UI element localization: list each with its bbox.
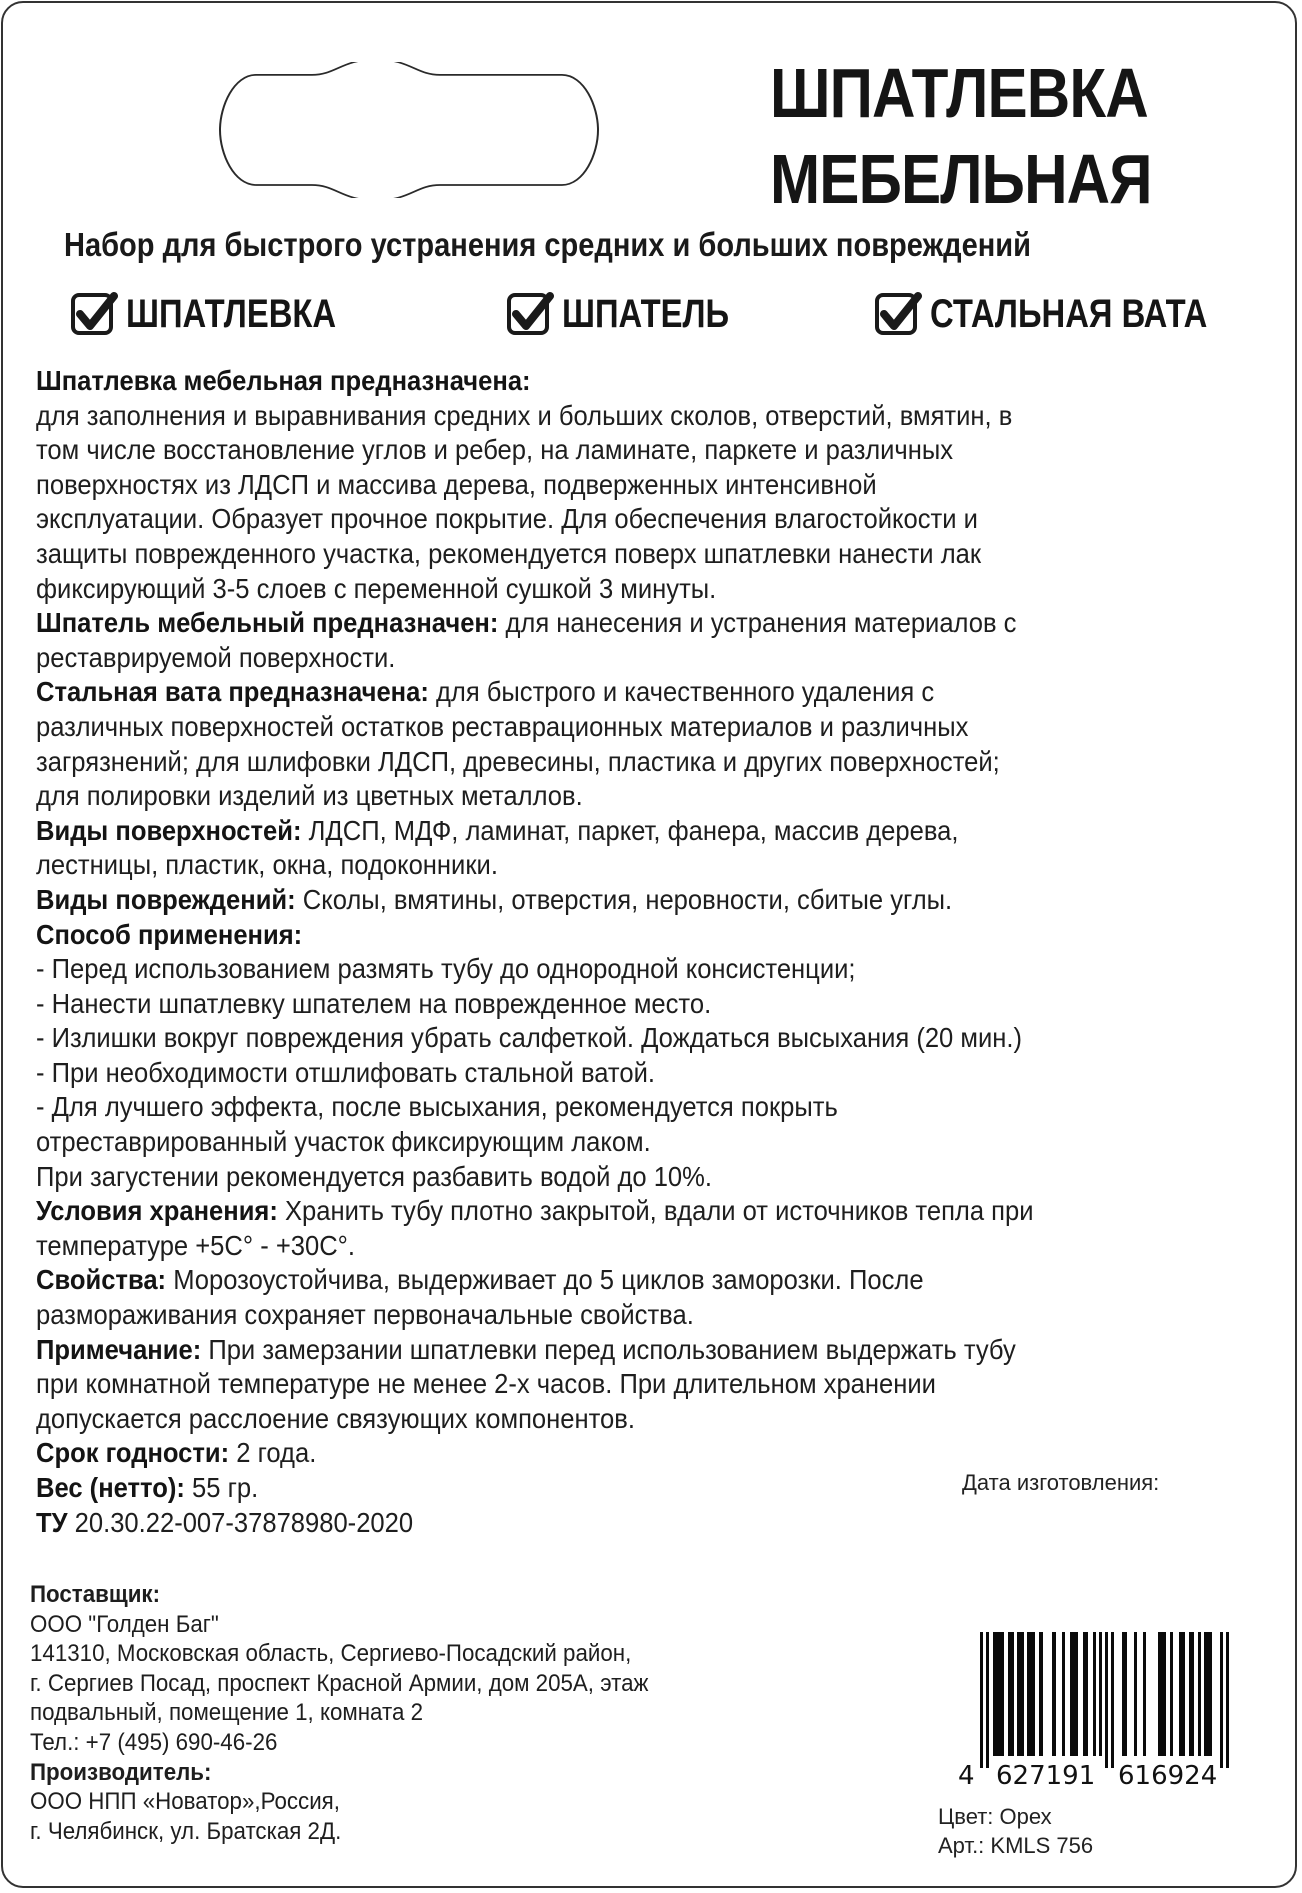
checkbox-checked-icon <box>874 290 922 338</box>
hang-tab-cutout <box>216 62 602 198</box>
usage-step: - Перед использованием размять тубу до однородной консистенции; <box>36 953 856 985</box>
barcode-left-group: 627191 <box>996 1761 1096 1788</box>
spatula-heading: Шпатель мебельный предназначен: <box>36 607 499 639</box>
supplier-phone: Тел.: +7 (495) 690-46-26 <box>30 1728 278 1756</box>
note-line: при комнатной температуре не менее 2-х часов. При длительном хранении <box>36 1368 936 1400</box>
putty-line: эксплуатации. Образует прочное покрытие. Для обеспечения влагостойкости и <box>36 503 978 535</box>
usage-step: - Излишки вокруг повреждения убрать салфеткой. Дождаться высыхания (20 мин.) <box>36 1022 1023 1054</box>
barcode-right-group: 616924 <box>1118 1761 1218 1788</box>
kit-item-label: СТАЛЬНАЯ ВАТА <box>930 291 1208 336</box>
supplier-line: 141310, Московская область, Сергиево-Посадский район, <box>30 1640 632 1668</box>
manufacturer-heading: Производитель: <box>30 1758 212 1786</box>
steel-wool-paragraph: Стальная вата предназначена: для быстрого и качественного удаления с <box>36 676 935 708</box>
putty-heading: Шпатлевка мебельная предназначена: <box>36 365 531 396</box>
product-meta <box>938 1802 1093 1860</box>
surfaces-paragraph: Виды поверхностей: ЛДСП, МДФ, ламинат, паркет, фанера, массив дерева, <box>36 814 959 846</box>
ean13-barcode <box>958 1632 1238 1788</box>
usage-step: - При необходимости отшлифовать стальной ватой. <box>36 1056 655 1088</box>
damages-heading: Виды повреждений: <box>36 883 296 915</box>
checkbox-checked-icon <box>70 290 118 338</box>
product-article: Арт.: KMLS 756 <box>938 1833 1094 1858</box>
product-title <box>770 50 1152 222</box>
surfaces-heading: Виды поверхностей: <box>36 814 302 846</box>
kit-item-label: ШПАТЕЛЬ <box>562 291 730 336</box>
kit-item-label: ШПАТЛЕВКА <box>126 291 337 336</box>
supplier-info <box>30 1580 695 1846</box>
kit-item-spatula <box>506 286 766 342</box>
usage-step: При загустении рекомендуется разбавить водой до 10%. <box>36 1160 713 1192</box>
storage-paragraph: Условия хранения: Хранить тубу плотно закрытой, вдали от источников тепла при <box>36 1195 1034 1227</box>
usage-step: отреставрированный участок фиксирующим лаком. <box>36 1126 651 1158</box>
putty-line: фиксирующий 3-5 слоев с переменной сушкой 3 минуты. <box>36 572 717 604</box>
supplier-line: ООО "Голден Баг" <box>30 1610 219 1638</box>
surfaces-line: лестницы, пластик, окна, подоконники. <box>36 849 498 881</box>
storage-heading: Условия хранения: <box>36 1195 278 1227</box>
product-color: Цвет: Орех <box>938 1804 1052 1829</box>
steel-wool-line: для полировки изделий из цветных металлов. <box>36 780 583 812</box>
usage-heading: Способ применения: <box>36 918 303 950</box>
putty-line: поверхностях из ЛДСП и массива дерева, подверженных интенсивной <box>36 468 877 500</box>
properties-line: размораживания сохраняет первоначальные свойства. <box>36 1299 694 1331</box>
manufacturer-line: ООО НПП «Новатор»,Россия, <box>30 1788 340 1816</box>
putty-line: защиты поврежденного участка, рекомендуется поверх шпатлевки нанести лак <box>36 537 982 569</box>
storage-line: температуре +5С° - +30С°. <box>36 1229 356 1261</box>
note-paragraph: Примечание: При замерзании шпатлевки перед использованием выдержать тубу <box>36 1333 1016 1365</box>
spatula-paragraph: Шпатель мебельный предназначен: для нанесения и устранения материалов с <box>36 607 1017 639</box>
steel-wool-heading: Стальная вата предназначена: <box>36 676 429 708</box>
barcode-first-digit: 4 <box>958 1761 975 1788</box>
note-line: допускается расслоение связующих компонентов. <box>36 1402 635 1434</box>
kit-contents <box>0 286 1302 342</box>
supplier-line: г. Сергиев Посад, проспект Красной Армии, дом 205А, этаж <box>30 1669 649 1697</box>
properties-paragraph: Свойства: Морозоустойчива, выдерживает до 5 циклов заморозки. После <box>36 1264 924 1296</box>
manufacturer-line: г. Челябинск, ул. Братская 2Д. <box>30 1817 342 1845</box>
title-line-1: ШПАТЛЕВКА <box>770 54 1148 132</box>
shelf-life: Срок годности: 2 года. <box>36 1437 317 1469</box>
spatula-line: реставрируемой поверхности. <box>36 641 396 673</box>
checkbox-checked-icon <box>506 290 554 338</box>
usage-step: - Нанести шпатлевку шпателем на поврежденное место. <box>36 987 712 1019</box>
steel-wool-line: различных поверхностей остатков реставрационных материалов и различных <box>36 710 969 742</box>
putty-line: для заполнения и выравнивания средних и больших сколов, отверстий, вмятин, в <box>36 399 1013 431</box>
technical-standard: ТУ 20.30.22-007-37878980-2020 <box>36 1506 414 1538</box>
supplier-heading: Поставщик: <box>30 1581 161 1608</box>
note-heading: Примечание: <box>36 1333 202 1365</box>
title-line-2: МЕБЕЛЬНАЯ <box>770 140 1152 218</box>
damages-paragraph: Виды повреждений: Сколы, вмятины, отверстия, неровности, сбитые углы. <box>36 883 953 915</box>
product-description <box>36 364 1276 1540</box>
kit-item-steel-wool <box>874 286 1268 342</box>
supplier-line: подвальный, помещение 1, комната 2 <box>30 1699 423 1727</box>
manufacture-date-label: Дата изготовления: <box>962 1470 1160 1495</box>
usage-step: - Для лучшего эффекта, после высыхания, рекомендуется покрыть <box>36 1091 838 1123</box>
kit-item-putty <box>70 286 382 342</box>
product-subtitle: Набор для быстрого устранения средних и больших повреждений <box>64 226 1031 263</box>
steel-wool-line: загрязнений; для шлифовки ЛДСП, древесины, пластика и других поверхностей; <box>36 745 1000 777</box>
properties-heading: Свойства: <box>36 1264 167 1296</box>
putty-line: том числе восстановление углов и ребер, на ламинате, паркете и различных <box>36 434 954 466</box>
net-weight: Вес (нетто): 55 гр. <box>36 1472 259 1503</box>
